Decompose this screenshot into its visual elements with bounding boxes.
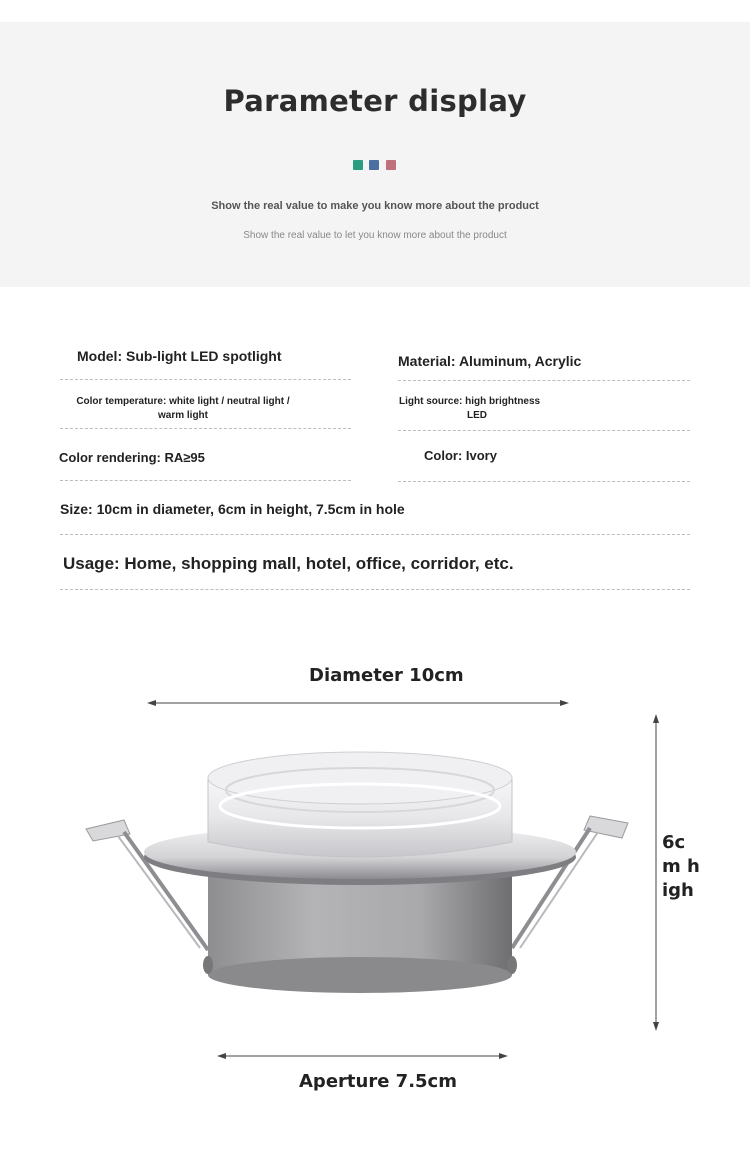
height-label-line-3: igh xyxy=(662,880,694,901)
aperture-label: Aperture 7.5cm xyxy=(299,1071,457,1092)
height-arrow xyxy=(653,714,659,1031)
param-size: Size: 10cm in diameter, 6cm in height, 7.5cm in hole xyxy=(60,501,405,517)
subtitle-bold: Show the real value to make you know more about the product xyxy=(211,200,539,212)
param-color-rendering: Color rendering: RA≥95 xyxy=(59,450,205,465)
color-temperature-line-2: warm light xyxy=(157,410,208,421)
diameter-arrow xyxy=(147,700,569,706)
spotlight-body xyxy=(203,866,517,993)
height-label-line-2: m h xyxy=(662,856,700,877)
height-label-line-1: 6c xyxy=(662,832,686,853)
param-material: Material: Aluminum, Acrylic xyxy=(398,353,582,369)
height-label xyxy=(662,831,700,903)
light-source-line-2: LED xyxy=(467,410,487,421)
light-source-line-1: Light source: high brightness xyxy=(399,396,541,407)
param-usage: Usage: Home, shopping mall, hotel, office, corridor, etc. xyxy=(63,554,514,573)
diameter-label: Diameter 10cm xyxy=(309,665,464,686)
param-model: Model: Sub-light LED spotlight xyxy=(77,348,282,364)
acrylic-lens xyxy=(208,752,512,857)
aperture-arrow xyxy=(217,1053,508,1059)
page-title: Parameter display xyxy=(223,84,527,118)
param-color: Color: Ivory xyxy=(424,448,497,463)
subtitle-light: Show the real value to let you know more about the product xyxy=(243,230,507,241)
color-temperature-line-1: Color temperature: white light / neutral light / xyxy=(76,396,290,407)
